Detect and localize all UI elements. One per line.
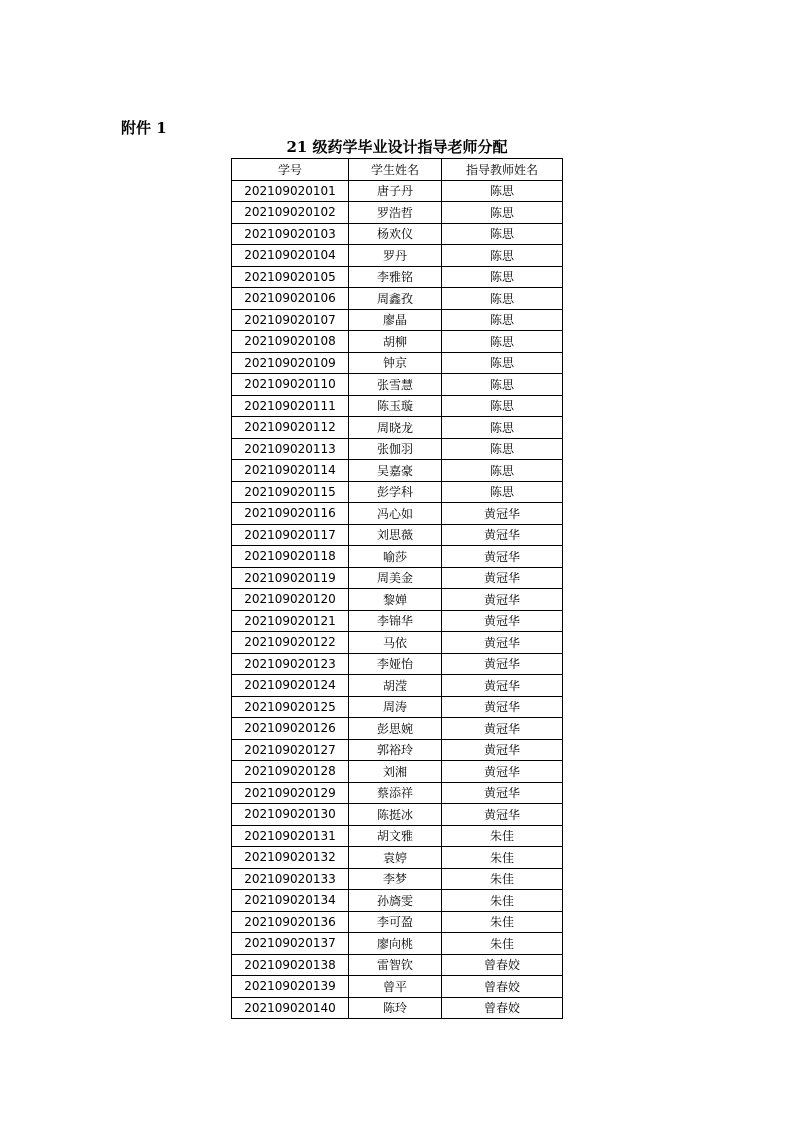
student-name-cell: 李锦华 [349, 610, 442, 632]
table-row [232, 997, 563, 1019]
student-name-cell: 曾平 [349, 976, 442, 998]
student-name-cell: 张伽羽 [349, 438, 442, 460]
table-row [232, 374, 563, 396]
student-id-cell: 202109020111 [232, 395, 349, 417]
student-name-cell: 杨欢仪 [349, 223, 442, 245]
table-row [232, 546, 563, 568]
table-row [232, 460, 563, 482]
student-id-cell: 202109020139 [232, 976, 349, 998]
student-name-cell: 雷智钦 [349, 954, 442, 976]
student-id-cell: 202109020103 [232, 223, 349, 245]
student-name-cell: 钟京 [349, 352, 442, 374]
advisor-name-cell: 陈思 [442, 395, 563, 417]
student-id-cell: 202109020127 [232, 739, 349, 761]
student-name-cell: 李梦 [349, 868, 442, 890]
table-row [232, 266, 563, 288]
table-row [232, 417, 563, 439]
student-name-cell: 李娅怡 [349, 653, 442, 675]
table-row [232, 782, 563, 804]
table-row [232, 675, 563, 697]
table-row [232, 718, 563, 740]
advisor-name-cell: 陈思 [442, 438, 563, 460]
student-id-cell: 202109020117 [232, 524, 349, 546]
table-row [232, 180, 563, 202]
student-id-cell: 202109020128 [232, 761, 349, 783]
advisor-name-cell: 陈思 [442, 180, 563, 202]
student-id-cell: 202109020138 [232, 954, 349, 976]
advisor-name-cell: 陈思 [442, 202, 563, 224]
student-name-cell: 冯心如 [349, 503, 442, 525]
table-row [232, 911, 563, 933]
advisor-name-cell: 陈思 [442, 352, 563, 374]
table-row [232, 524, 563, 546]
student-name-cell: 李可盈 [349, 911, 442, 933]
table-row [232, 202, 563, 224]
student-id-cell: 202109020125 [232, 696, 349, 718]
table-row [232, 976, 563, 998]
column-header-student-id: 学号 [232, 159, 349, 181]
student-name-cell: 唐子丹 [349, 180, 442, 202]
table-row [232, 503, 563, 525]
advisor-name-cell: 陈思 [442, 245, 563, 267]
student-id-cell: 202109020116 [232, 503, 349, 525]
table-row [232, 481, 563, 503]
student-name-cell: 周涛 [349, 696, 442, 718]
table-row [232, 632, 563, 654]
student-id-cell: 202109020104 [232, 245, 349, 267]
advisor-name-cell: 曾春姣 [442, 976, 563, 998]
student-name-cell: 周晓龙 [349, 417, 442, 439]
table-row [232, 890, 563, 912]
advisor-name-cell: 黄冠华 [442, 761, 563, 783]
table-row [232, 847, 563, 869]
student-id-cell: 202109020115 [232, 481, 349, 503]
table-row [232, 761, 563, 783]
student-name-cell: 彭思婉 [349, 718, 442, 740]
student-id-cell: 202109020129 [232, 782, 349, 804]
advisor-name-cell: 黄冠华 [442, 804, 563, 826]
student-id-cell: 202109020114 [232, 460, 349, 482]
table-row [232, 739, 563, 761]
advisor-name-cell: 陈思 [442, 417, 563, 439]
student-name-cell: 陈玉璇 [349, 395, 442, 417]
table-row [232, 933, 563, 955]
student-id-cell: 202109020107 [232, 309, 349, 331]
advisor-name-cell: 黄冠华 [442, 718, 563, 740]
table-row [232, 825, 563, 847]
student-id-cell: 202109020132 [232, 847, 349, 869]
student-id-cell: 202109020122 [232, 632, 349, 654]
student-id-cell: 202109020106 [232, 288, 349, 310]
student-id-cell: 202109020133 [232, 868, 349, 890]
student-name-cell: 胡柳 [349, 331, 442, 353]
column-header-advisor-name: 指导教师姓名 [442, 159, 563, 181]
student-name-cell: 刘思薇 [349, 524, 442, 546]
table-row [232, 954, 563, 976]
advisor-name-cell: 朱佳 [442, 825, 563, 847]
advisor-name-cell: 黄冠华 [442, 675, 563, 697]
student-id-cell: 202109020105 [232, 266, 349, 288]
student-name-cell: 马依 [349, 632, 442, 654]
table-row [232, 352, 563, 374]
advisor-name-cell: 陈思 [442, 288, 563, 310]
student-name-cell: 黎婵 [349, 589, 442, 611]
advisor-name-cell: 黄冠华 [442, 546, 563, 568]
student-name-cell: 罗浩哲 [349, 202, 442, 224]
student-name-cell: 张雪慧 [349, 374, 442, 396]
student-name-cell: 廖晶 [349, 309, 442, 331]
student-id-cell: 202109020118 [232, 546, 349, 568]
advisor-name-cell: 黄冠华 [442, 503, 563, 525]
student-id-cell: 202109020112 [232, 417, 349, 439]
student-name-cell: 彭学科 [349, 481, 442, 503]
advisor-name-cell: 朱佳 [442, 847, 563, 869]
student-id-cell: 202109020140 [232, 997, 349, 1019]
student-id-cell: 202109020130 [232, 804, 349, 826]
advisor-name-cell: 黄冠华 [442, 632, 563, 654]
advisor-name-cell: 陈思 [442, 266, 563, 288]
student-id-cell: 202109020123 [232, 653, 349, 675]
student-id-cell: 202109020126 [232, 718, 349, 740]
table-row [232, 438, 563, 460]
advisor-name-cell: 陈思 [442, 223, 563, 245]
advisor-name-cell: 黄冠华 [442, 589, 563, 611]
advisor-name-cell: 曾春姣 [442, 997, 563, 1019]
document-title: 21 级药学毕业设计指导老师分配 [286, 138, 508, 156]
table-row [232, 395, 563, 417]
student-id-cell: 202109020121 [232, 610, 349, 632]
student-name-cell: 喻莎 [349, 546, 442, 568]
student-id-cell: 202109020136 [232, 911, 349, 933]
advisor-name-cell: 黄冠华 [442, 696, 563, 718]
advisor-name-cell: 陈思 [442, 309, 563, 331]
student-name-cell: 廖向桃 [349, 933, 442, 955]
student-name-cell: 蔡添祥 [349, 782, 442, 804]
table-row [232, 245, 563, 267]
student-name-cell: 刘湘 [349, 761, 442, 783]
advisor-name-cell: 黄冠华 [442, 782, 563, 804]
table-row [232, 309, 563, 331]
advisor-assignment-table [231, 158, 563, 1019]
student-id-cell: 202109020113 [232, 438, 349, 460]
table-row [232, 567, 563, 589]
table-row [232, 653, 563, 675]
student-name-cell: 吴嘉豪 [349, 460, 442, 482]
student-id-cell: 202109020109 [232, 352, 349, 374]
advisor-name-cell: 黄冠华 [442, 739, 563, 761]
attachment-label: 附件 1 [121, 119, 167, 137]
student-name-cell: 陈玲 [349, 997, 442, 1019]
student-name-cell: 周美金 [349, 567, 442, 589]
student-id-cell: 202109020108 [232, 331, 349, 353]
advisor-name-cell: 黄冠华 [442, 567, 563, 589]
student-name-cell: 罗丹 [349, 245, 442, 267]
student-id-cell: 202109020131 [232, 825, 349, 847]
advisor-name-cell: 陈思 [442, 481, 563, 503]
student-id-cell: 202109020119 [232, 567, 349, 589]
student-id-cell: 202109020110 [232, 374, 349, 396]
table-row [232, 868, 563, 890]
advisor-name-cell: 黄冠华 [442, 653, 563, 675]
student-id-cell: 202109020137 [232, 933, 349, 955]
table-header-row [232, 159, 563, 181]
student-name-cell: 胡文雅 [349, 825, 442, 847]
advisor-name-cell: 陈思 [442, 374, 563, 396]
table-row [232, 610, 563, 632]
student-name-cell: 孙旖雯 [349, 890, 442, 912]
advisor-name-cell: 黄冠华 [442, 610, 563, 632]
advisor-name-cell: 朱佳 [442, 911, 563, 933]
student-name-cell: 胡滢 [349, 675, 442, 697]
table-row [232, 223, 563, 245]
table-row [232, 589, 563, 611]
student-id-cell: 202109020120 [232, 589, 349, 611]
student-name-cell: 郭裕玲 [349, 739, 442, 761]
table-row [232, 696, 563, 718]
table-row [232, 804, 563, 826]
student-id-cell: 202109020102 [232, 202, 349, 224]
student-id-cell: 202109020134 [232, 890, 349, 912]
advisor-name-cell: 朱佳 [442, 868, 563, 890]
table-row [232, 331, 563, 353]
advisor-name-cell: 陈思 [442, 460, 563, 482]
student-name-cell: 李雅铭 [349, 266, 442, 288]
column-header-student-name: 学生姓名 [349, 159, 442, 181]
student-id-cell: 202109020124 [232, 675, 349, 697]
student-id-cell: 202109020101 [232, 180, 349, 202]
advisor-name-cell: 朱佳 [442, 890, 563, 912]
student-name-cell: 陈挺冰 [349, 804, 442, 826]
advisor-name-cell: 曾春姣 [442, 954, 563, 976]
table-body [232, 180, 563, 1019]
table-row [232, 288, 563, 310]
advisor-name-cell: 陈思 [442, 331, 563, 353]
advisor-name-cell: 黄冠华 [442, 524, 563, 546]
student-name-cell: 周鑫孜 [349, 288, 442, 310]
student-name-cell: 袁婷 [349, 847, 442, 869]
advisor-name-cell: 朱佳 [442, 933, 563, 955]
